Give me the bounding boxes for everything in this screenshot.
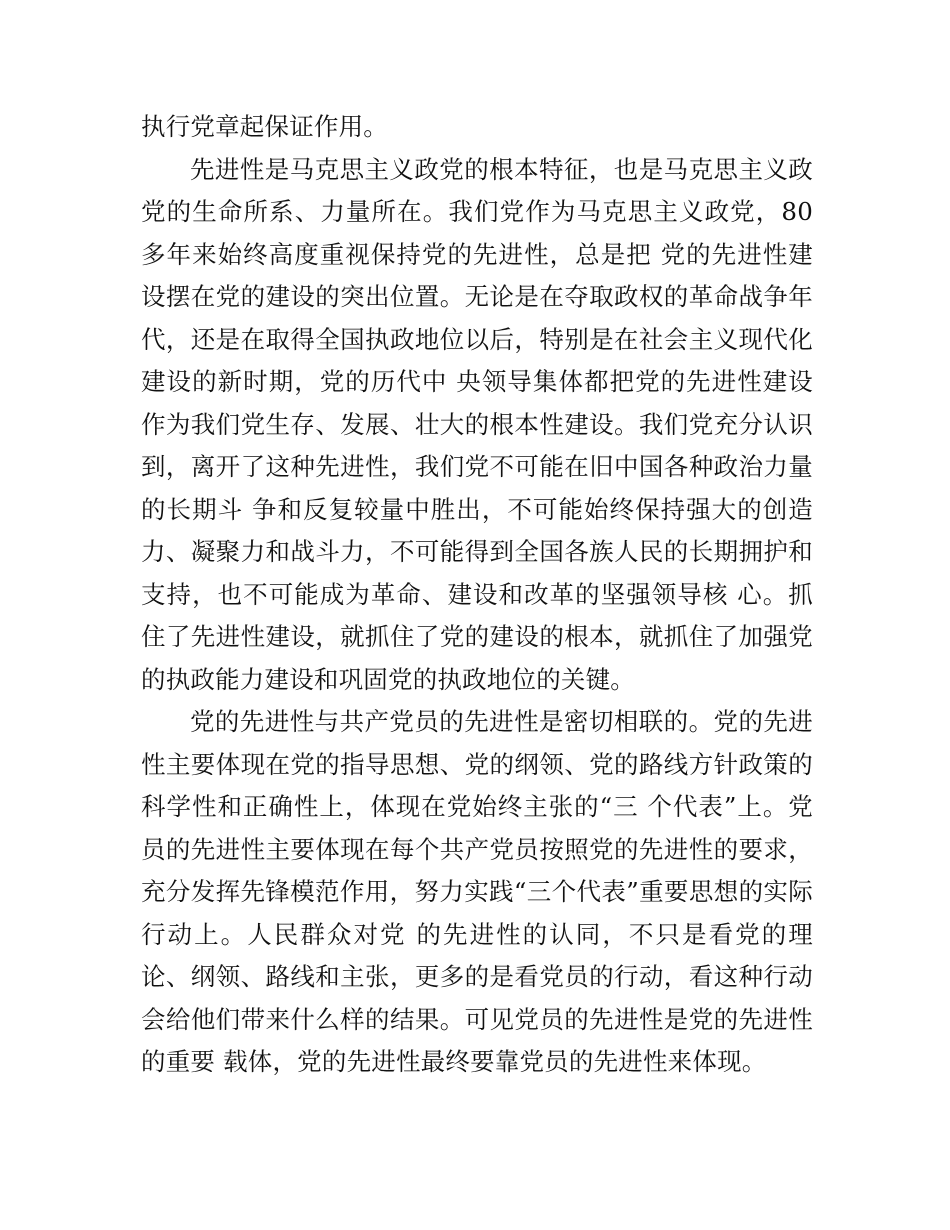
paragraph-advancement-members: 党的先进性与共产党员的先进性是密切相联的。党的先进性主要体现在党的指导思想、党的纲领、党的路线方针政策的科学性和正确性上，体现在党始终主张的“三 个代表”上。党员的先进性主要体现在每个共产党员按照党的先进性的要求，充分发挥先锋模范作用，努力实践“三个代表”重要思想的实际行动上。人民群众对党 的先进性的认同，不只是看党的理论、纲领、路线和主张，更多的是看党员的行动，看这种行动会给他们带来什么样的结果。可见党员的先进性是党的先进性的重要 载体，党的先进性最终要靠党员的先进性来体现。	[141, 707, 813, 1076]
document-body	[141, 106, 813, 1084]
paragraph-continuation: 执行党章起保证作用。	[141, 112, 388, 141]
paragraph-advancement-party: 先进性是马克思主义政党的根本特征，也是马克思主义政党的生命所系、力量所在。我们党作为马克思主义政党，80多年来始终高度重视保持党的先进性，总是把 党的先进性建设摆在党的建设的突出位置。无论是在夺取政权的革命战争年代，还是在取得全国执政地位以后，特别是在社会主义现代化建设的新时期，党的历代中 央领导集体都把党的先进性建设作为我们党生存、发展、壮大的根本性建设。我们党充分认识到，离开了这种先进性，我们党不可能在旧中国各种政治力量的长期斗 争和反复较量中胜出，不可能始终保持强大的创造力、凝聚力和战斗力，不可能得到全国各族人民的长期拥护和支持，也不可能成为革命、建设和改革的坚强领导核 心。抓住了先进性建设，就抓住了党的建设的根本，就抓住了加强党的执政能力建设和巩固党的执政地位的关键。	[141, 154, 813, 694]
